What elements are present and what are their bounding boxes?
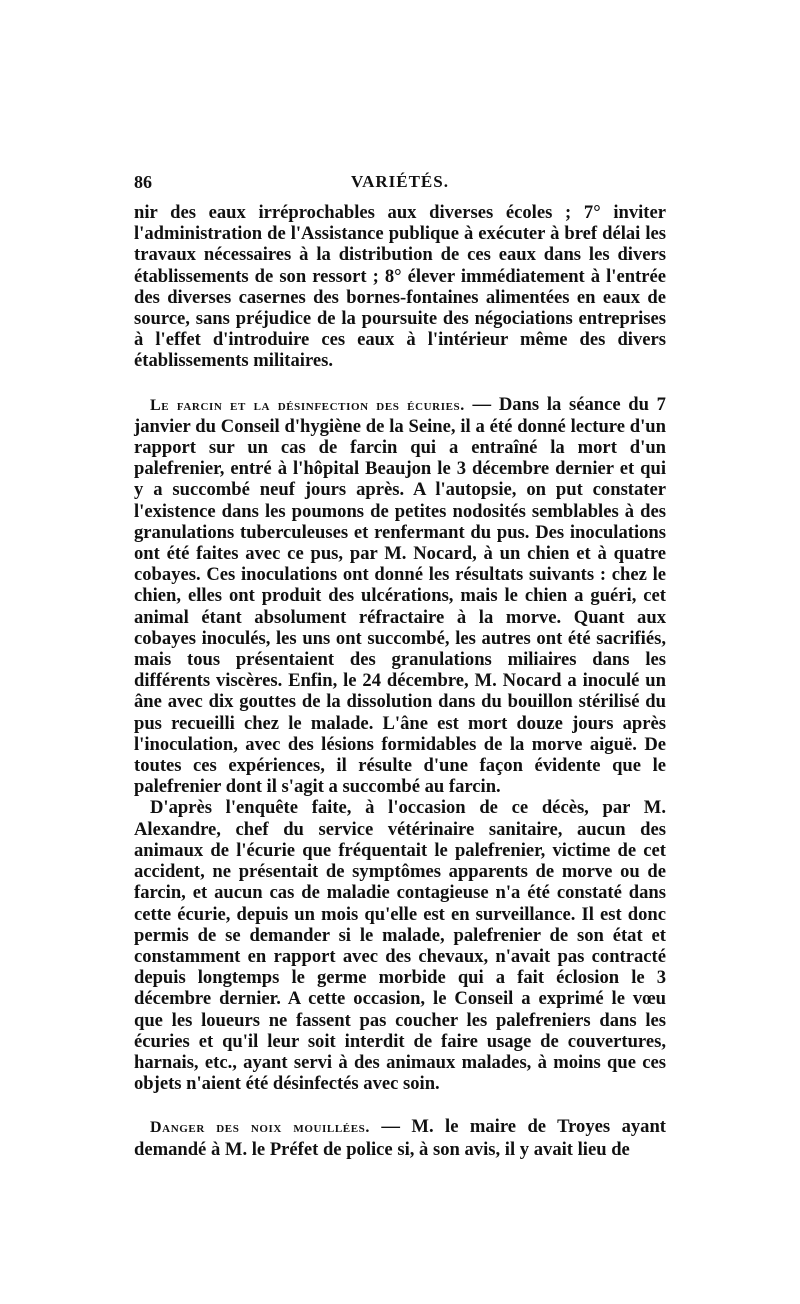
page-number: 86 bbox=[134, 172, 152, 192]
farcin-paragraph-2: D'après l'enquête faite, à l'occasion de ce décès, par M. Alexandre, chef du service vétérinaire sanitaire, aucun des animaux de l'écurie que fréquentait le palefrenier, victime de cet accident, ne présentait de symptômes apparents de morve ou de farcin, et aucun cas de maladie contagieuse n'a été constaté dans cette écurie, depuis un mois qu'elle est en surveillance. Il est donc permis de se demander si le malade, palefrenier de son état et constamment en rapport avec des chevaux, n'avait pas contracté depuis longtemps le germe morbide qui a fait éclosion le 3 décembre dernier. A cette occasion, le Conseil a exprimé le vœu que les loueurs ne fassent pas coucher les palefreniers dans les écuries et qu'il leur soit interdit de faire usage de couvertures, harnais, etc., ayant servi à des animaux malades, à moins que ces objets n'aient été désinfectés avec soin. bbox=[134, 797, 666, 1095]
running-title: VARIÉTÉS. bbox=[351, 172, 449, 191]
section-heading-farcin: Le farcin et la désinfection des écuries. bbox=[150, 396, 465, 414]
noix-paragraph-1-text: M. le maire de Troyes ayant demandé à M. le Préfet de police si, à son avis, il y avait lieu de bbox=[134, 1116, 666, 1160]
page-body bbox=[134, 202, 666, 1160]
heading-dash: — bbox=[464, 393, 499, 415]
noix-paragraph-1 bbox=[134, 1116, 666, 1159]
continuation-paragraph: nir des eaux irréprochables aux diverses écoles ; 7° inviter l'administration de l'Assistance publique à exécuter à bref délai les travaux nécessaires à la distribution de ces eaux dans les divers établissements de son ressort ; 8° élever immédiatement à l'entrée des diverses casernes des bornes-fontaines alimentées en eaux de source, sans préjudice de la poursuite des négociations entreprises à l'effet d'introduire ces eaux à l'intérieur même des divers établissements militaires. bbox=[134, 202, 666, 372]
section-heading-noix: Danger des noix mouillées. bbox=[150, 1119, 370, 1137]
book-page bbox=[134, 172, 666, 1160]
page-header bbox=[134, 172, 666, 202]
farcin-paragraph-1-text: Dans la séance du 7 janvier du Conseil d'hygiène de la Seine, il a été donné lecture d'un rapport sur un cas de farcin qui a entraîné la mort d'un palefrenier, entré à l'hôpital Beaujon le 3 décembre dernier et qui y a succombé neuf jours après. A l'autopsie, on put constater l'existence dans les poumons de petites nodosités semblables à des granulations tuberculeuses et renfermant du pus. Des inoculations ont été faites avec ce pus, par M. Nocard, à un chien et à quatre cobayes. Ces inoculations ont donné les résultats suivants : chez le chien, elles ont produit des ulcérations, mais le chien a guéri, cet animal étant absolument réfractaire à la morve. Quant aux cobayes inoculés, les uns ont succombé, les autres ont été sacrifiés, mais tous présentaient des granulations miliaires dans les différents viscères. Enfin, le 24 décembre, M. Nocard a inoculé un âne avec dix gouttes de la dissolution dans du bouillon stérilisé du pus recueilli chez le malade. L'âne est mort douze jours après l'inoculation, avec des lésions formidables de la morve aiguë. De toutes ces expériences, il résulte d'une façon évidente que le palefrenier dont il s'agit a succombé au farcin. bbox=[134, 393, 666, 798]
heading-dash: — bbox=[369, 1116, 412, 1138]
farcin-paragraph-1 bbox=[134, 394, 666, 798]
